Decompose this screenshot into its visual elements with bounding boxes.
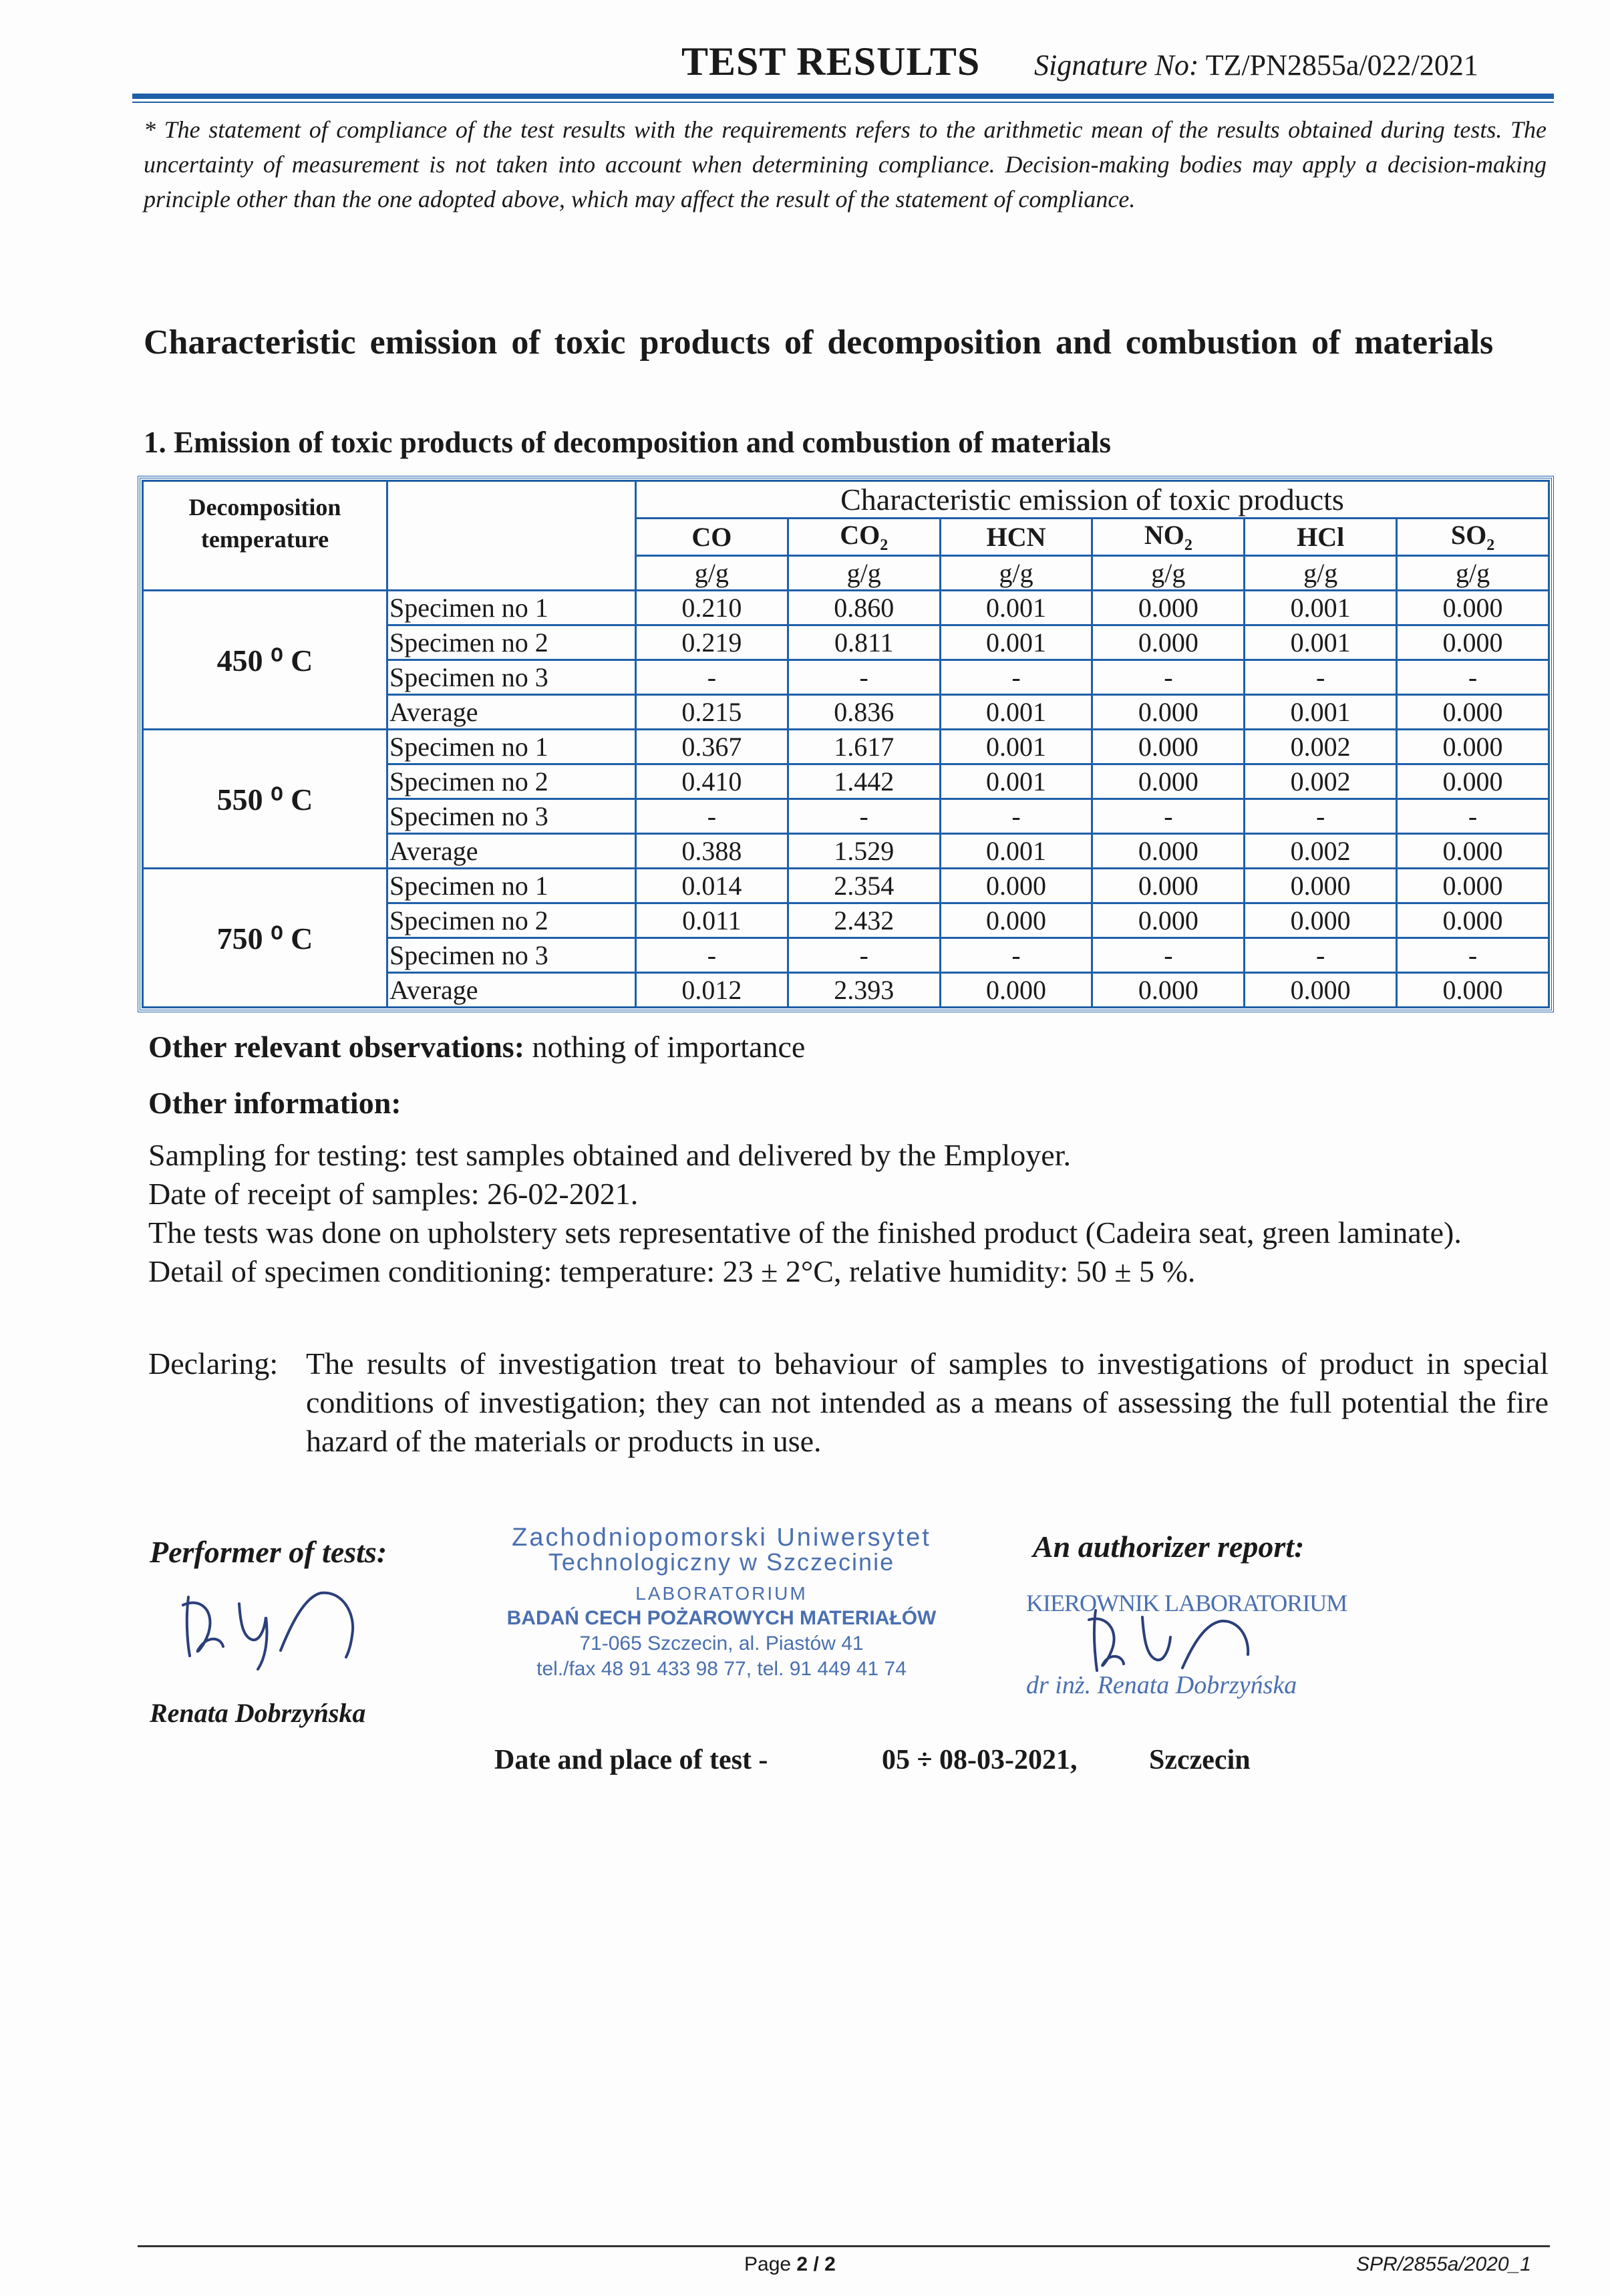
gas-header: HCN — [940, 519, 1092, 556]
value-cell: 0.388 — [635, 834, 788, 869]
page-label: Page — [744, 2253, 792, 2275]
value-cell: 0.000 — [1397, 591, 1549, 625]
value-cell: 0.000 — [1397, 695, 1549, 730]
header-rule — [132, 94, 1554, 99]
document-reference: SPR/2855a/2020_1 — [1356, 2253, 1531, 2275]
footer-rule — [138, 2245, 1550, 2247]
value-cell: 0.000 — [1397, 730, 1549, 764]
value-cell: 0.000 — [1092, 834, 1245, 869]
observations-value: nothing of importance — [524, 1030, 806, 1064]
section-title: Characteristic emission of toxic products of decomposition and combustion of materials — [144, 323, 1494, 362]
row-label: Specimen no 2 — [387, 903, 635, 938]
performer-signature — [174, 1577, 387, 1671]
value-cell: 0.000 — [1092, 764, 1245, 799]
value-cell: - — [788, 799, 940, 834]
value-cell: 0.002 — [1245, 834, 1397, 869]
row-label: Average — [387, 834, 635, 869]
value-cell: 0.219 — [635, 625, 788, 660]
temperature-cell: 450 ⁰ C — [143, 591, 387, 730]
value-cell: 0.811 — [788, 625, 940, 660]
stamp-line: Technologiczny w Szczecinie — [548, 1548, 895, 1576]
unit-cell: g/g — [1397, 556, 1549, 591]
value-cell: - — [940, 660, 1092, 695]
temperature-cell: 550 ⁰ C — [143, 730, 387, 869]
value-cell: 0.367 — [635, 730, 788, 764]
value-cell: 0.000 — [940, 869, 1092, 903]
value-cell: 1.442 — [788, 764, 940, 799]
stamp-line: Zachodniopomorski Uniwersytet — [512, 1524, 931, 1552]
observations-label: Other relevant observations: — [148, 1030, 525, 1064]
page-value: 2 / 2 — [796, 2253, 836, 2275]
value-cell: 0.860 — [788, 591, 940, 625]
value-cell: 0.000 — [1397, 764, 1549, 799]
value-cell: 0.000 — [940, 903, 1092, 938]
value-cell: 0.836 — [788, 695, 940, 730]
test-date: 05 ÷ 08-03-2021, — [882, 1745, 1078, 1775]
subsection-title: 1. Emission of toxic products of decomposition and combustion of materials — [144, 426, 1111, 459]
value-cell: - — [1092, 660, 1245, 695]
unit-cell: g/g — [1092, 556, 1245, 591]
value-cell: 0.210 — [635, 591, 788, 625]
value-cell: 2.393 — [788, 973, 940, 1008]
info-line: The tests was done on upholstery sets representative of the finished product (Cadeira seat, green laminate). — [148, 1215, 1462, 1250]
value-cell: - — [1245, 660, 1397, 695]
value-cell: 2.354 — [788, 869, 940, 903]
value-cell: - — [788, 938, 940, 973]
temperature-header: Decomposition temperature — [143, 481, 387, 591]
declaring-text: The results of investigation treat to behaviour of samples to investigations of product in special conditions of investigation; they can not intended as a means of assessing the full potential the fire hazard of the materials or products in use. — [306, 1346, 1549, 1458]
stamp-line: LABORATORIUM — [635, 1583, 808, 1604]
value-cell: 0.001 — [1245, 625, 1397, 660]
value-cell: 0.000 — [1397, 625, 1549, 660]
test-place: Szczecin — [1149, 1745, 1251, 1775]
signature-label: Signature No: — [1034, 49, 1199, 82]
value-cell: 0.000 — [1092, 869, 1245, 903]
unit-cell: g/g — [635, 556, 788, 591]
performer-name: Renata Dobrzyńska — [150, 1698, 366, 1728]
info-line: Detail of specimen conditioning: temperature: 23 ± 2°C, relative humidity: 50 ± 5 %. — [148, 1254, 1196, 1288]
value-cell: 0.001 — [940, 591, 1092, 625]
observations — [148, 1029, 805, 1064]
unit-cell: g/g — [788, 556, 940, 591]
value-cell: 0.014 — [635, 869, 788, 903]
row-label: Average — [387, 695, 635, 730]
value-cell: 1.617 — [788, 730, 940, 764]
value-cell: 0.000 — [1245, 903, 1397, 938]
table-row — [143, 591, 1549, 625]
row-label: Specimen no 2 — [387, 625, 635, 660]
other-info-heading: Other information: — [148, 1086, 401, 1120]
table-row — [143, 730, 1549, 764]
row-label: Specimen no 3 — [387, 660, 635, 695]
value-cell: 0.002 — [1245, 764, 1397, 799]
gas-header: $SO_2$ — [1397, 519, 1549, 556]
value-cell: 0.000 — [1092, 695, 1245, 730]
signature-number — [1034, 48, 1478, 82]
value-cell: 0.002 — [1245, 730, 1397, 764]
laboratory-stamp — [481, 1524, 962, 1681]
value-cell: 0.000 — [1397, 903, 1549, 938]
row-label: Specimen no 1 — [387, 730, 635, 764]
report-title: TEST RESULTS — [681, 39, 981, 84]
row-label: Specimen no 2 — [387, 764, 635, 799]
header-rule-thin — [132, 102, 1554, 103]
value-cell: - — [940, 938, 1092, 973]
date-place — [494, 1744, 1251, 1776]
gas-header: $CO_2$ — [788, 519, 940, 556]
value-cell: 0.410 — [635, 764, 788, 799]
value-cell: 0.000 — [1397, 834, 1549, 869]
compliance-note: * The statement of compliance of the test results with the requirements refers to the arithmetic mean of the results obtained during tests. The uncertainty of measurement is not taken into account when determining compliance. Decision-making bodies may apply a decision-making principle other than the one adopted above, which may affect the result of the statement of compliance. — [144, 116, 1547, 212]
value-cell: - — [788, 660, 940, 695]
value-cell: 0.012 — [635, 973, 788, 1008]
temperature-cell: 750 ⁰ C — [143, 869, 387, 1008]
declaring-label: Declaring: — [148, 1346, 279, 1381]
emission-table — [142, 480, 1550, 1008]
empty-header-cell — [387, 481, 635, 591]
value-cell: 0.001 — [1245, 695, 1397, 730]
unit-cell: g/g — [1245, 556, 1397, 591]
table-row — [143, 869, 1549, 903]
authorizer-title: KIEROWNIK LABORATORIUM — [1026, 1590, 1347, 1616]
value-cell: 0.001 — [1245, 591, 1397, 625]
value-cell: 0.011 — [635, 903, 788, 938]
value-cell: 0.000 — [1397, 869, 1549, 903]
performer-label: Performer of tests: — [150, 1535, 387, 1569]
value-cell: - — [1092, 938, 1245, 973]
value-cell: 0.000 — [1092, 730, 1245, 764]
info-line: Sampling for testing: test samples obtained and delivered by the Employer. — [148, 1138, 1071, 1172]
declaring-block — [148, 1344, 1549, 1461]
value-cell: 0.000 — [1092, 903, 1245, 938]
gas-header: CO — [635, 519, 788, 556]
value-cell: 0.215 — [635, 695, 788, 730]
value-cell: 0.000 — [1397, 973, 1549, 1008]
unit-cell: g/g — [940, 556, 1092, 591]
value-cell: - — [1397, 799, 1549, 834]
row-label: Specimen no 1 — [387, 869, 635, 903]
value-cell: 0.001 — [940, 730, 1092, 764]
info-line: Date of receipt of samples: 26-02-2021. — [148, 1177, 639, 1211]
value-cell: 0.001 — [940, 834, 1092, 869]
authorizer-label: An authorizer report: — [1033, 1530, 1305, 1564]
value-cell: - — [635, 660, 788, 695]
value-cell: 0.000 — [940, 973, 1092, 1008]
value-cell: - — [1092, 799, 1245, 834]
value-cell: - — [1245, 938, 1397, 973]
value-cell: 0.001 — [940, 625, 1092, 660]
value-cell: 0.000 — [1092, 973, 1245, 1008]
characteristic-header: Characteristic emission of toxic products — [635, 481, 1549, 519]
value-cell: - — [1397, 660, 1549, 695]
signature-value: TZ/PN2855a/022/2021 — [1205, 49, 1478, 82]
value-cell: 0.001 — [940, 764, 1092, 799]
gas-header: HCl — [1245, 519, 1397, 556]
other-info — [148, 1136, 1549, 1291]
value-cell: 0.000 — [1092, 625, 1245, 660]
page-number — [744, 2253, 836, 2276]
value-cell: 0.000 — [1092, 591, 1245, 625]
value-cell: 2.432 — [788, 903, 940, 938]
value-cell: - — [1245, 799, 1397, 834]
value-cell: 0.000 — [1245, 973, 1397, 1008]
stamp-line: tel./fax 48 91 433 98 77, tel. 91 449 41 74 — [536, 1658, 907, 1680]
stamp-line: BADAŃ CECH POŻAROWYCH MATERIAŁÓW — [506, 1607, 937, 1629]
row-label: Specimen no 3 — [387, 799, 635, 834]
value-cell: - — [940, 799, 1092, 834]
value-cell: 0.000 — [1245, 869, 1397, 903]
value-cell: - — [635, 938, 788, 973]
authorizer-name: dr inż. Renata Dobrzyńska — [1026, 1671, 1297, 1699]
value-cell: - — [1397, 938, 1549, 973]
value-cell: 0.001 — [940, 695, 1092, 730]
gas-header: $NO_2$ — [1092, 519, 1245, 556]
date-place-label: Date and place of test - — [494, 1745, 768, 1775]
row-label: Specimen no 1 — [387, 591, 635, 625]
stamp-line: 71-065 Szczecin, al. Piastów 41 — [579, 1632, 864, 1655]
row-label: Specimen no 3 — [387, 938, 635, 973]
value-cell: - — [635, 799, 788, 834]
value-cell: 1.529 — [788, 834, 940, 869]
row-label: Average — [387, 973, 635, 1008]
